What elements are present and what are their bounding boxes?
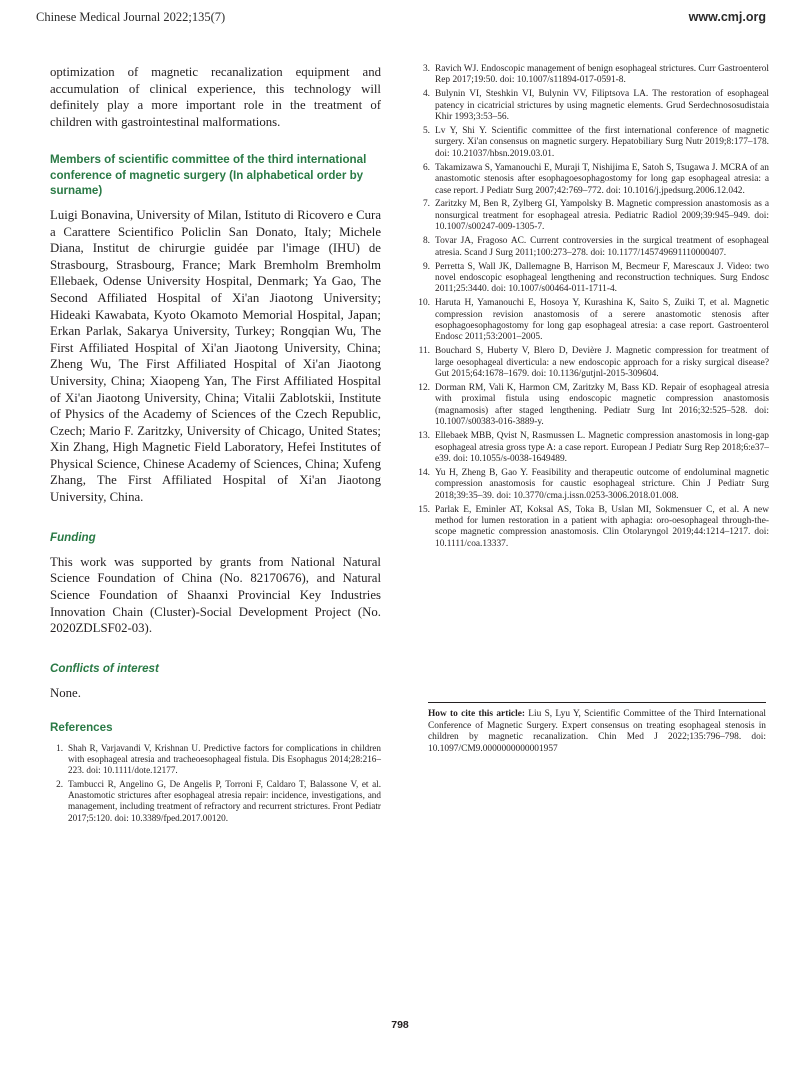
journal-website: www.cmj.org xyxy=(688,10,766,24)
reference-number: 15. xyxy=(418,504,430,515)
reference-number: 11. xyxy=(418,346,430,357)
page-number: 798 xyxy=(391,1019,409,1031)
reference-text: Takamizawa S, Yamanouchi E, Muraji T, Nishijima E, Satoh S, Tsugawa J. MCRA of an anastomotic stenosis after esophagoesophagostomy for long gap esophageal atresia: a case report. J Pediatr Surg 2007;42:769–772. doi: 10.1016/j.jpedsurg.2006.12.042. xyxy=(435,162,769,196)
reference-text: Parlak E, Eminler AT, Koksal AS, Toka B, Uslan MI, Sokmensuer C, et al. A new method for lumen restoration in a patient with aphagia: oro-oesophageal through-the-scope magnetic compression anastomosis. Clin Otolaryngol 2019;44:1214–1217. doi: 10.1111/coa.13337. xyxy=(435,504,769,549)
reference-item xyxy=(411,262,769,296)
members-text: Luigi Bonavina, University of Milan, Istituto di Ricovero e Cura a Carattere Scientifico Policlin San Donato, Italy; Michele Diana, Institut de chirurgie guidée par l'image (IHU) de Strasbourg, Strasbourg, France; Mark Bremholm Bremholm Ellebaek, Odense University Hospital, Denmark; Ya Gao, The Second Affiliated Hospital of Xi'an Jiaotong University; Hideaki Kawabata, Kyoto Okamoto Memorial Hospital, Japan; Erkan Parlak, Sakarya University, Turkey; Rongqian Wu, The First Affiliated Hospital of Xi'an Jiaotong University, China; Zheng Wu, The First Affiliated Hospital of Xi'an Jiaotong University, China; Xiaopeng Yan, The First Affiliated Hospital of Xi'an Jiaotong University, China; Vitalii Zablotskii, Institute of Physics of the Academy of Sciences of the Czech Republic, Czech; Mario F. Zaritzky, University of Chicago, United States; Xin Zhang, High Magnetic Field Laboratory, Hefei Institutes of Physical Science, Chinese Academy of Sciences, China; Xufeng Zhang, The First Affiliated Hospital of Xi'an Jiaotong University, China. xyxy=(50,207,381,505)
reference-text: Zaritzky M, Ben R, Zylberg GI, Yampolsky B. Magnetic compression anastomosis as a nonsurgical treatment for esophageal atresia. Pediatric Radiol 2009;39:945–949. doi: 10.1007/s00247-009-1305-7. xyxy=(435,199,769,233)
reference-item xyxy=(411,298,769,344)
conflicts-heading: Conflicts of interest xyxy=(50,661,159,675)
how-to-cite-label: How to cite this article: xyxy=(428,709,525,719)
reference-number: 8. xyxy=(422,236,430,247)
how-to-cite-text: Liu S, Lyu Y, Scientific Committee of the Third International Conference of Magnetic Surgery. Expert consensus on treating esophageal stenosis in children by magnetic recanalization. Chin Med J 2022;135:796–798. doi: 10.1097/CM9.0000000000001957 xyxy=(428,709,767,754)
reference-item xyxy=(411,505,769,551)
reference-number: 12. xyxy=(418,383,430,394)
reference-item xyxy=(411,126,769,160)
reference-number: 1. xyxy=(56,742,63,753)
references-list-right xyxy=(411,64,769,550)
reference-number: 9. xyxy=(422,261,430,272)
reference-number: 5. xyxy=(422,126,430,137)
left-column xyxy=(50,64,381,826)
reference-number: 6. xyxy=(422,162,430,173)
reference-item xyxy=(50,743,381,777)
reference-number: 13. xyxy=(418,431,430,442)
members-heading: Members of scientific committee of the third international conference of magnetic surgery (In alphabetical order by surname) xyxy=(50,153,367,197)
reference-text: Bouchard S, Huberty V, Blero D, Devière J. Magnetic compression for treatment of large oesophageal diverticula: a new endoscopic approach for a risky surgical disease? Gut 2015;64:1678–1679. doi: 10.1136/gutjnl-2015-309604. xyxy=(435,346,769,380)
reference-item xyxy=(411,64,769,87)
how-to-cite xyxy=(428,709,766,755)
running-header xyxy=(36,10,766,34)
references-heading: References xyxy=(50,720,113,734)
reference-item xyxy=(411,236,769,259)
reference-text: Ellebaek MBB, Qvist N, Rasmussen L. Magnetic compression anastomosis in long-gap esophageal atresia gross type A: a case report. European J Pediatr Surg Rep 2018;6:e37–e39. doi: 10.1055/s-0038-1649489. xyxy=(435,431,769,464)
reference-text: Perretta S, Wall JK, Dallemagne B, Harrison M, Becmeur F, Marescaux J. Video: two novel endoscopic esophageal lengthening and reconstruction techniques. Surg Endosc 2011;25:3440. doi: 10.1007/s00464-011-1711-4. xyxy=(435,261,769,295)
reference-text: Ravich WJ. Endoscopic management of benign esophageal strictures. Curr Gastroenterol Rep 2017;19:50. doi: 10.1007/s11894-017-0591-8. xyxy=(435,64,769,86)
reference-item xyxy=(411,89,769,123)
reference-text: Haruta H, Yamanouchi E, Hosoya Y, Kurashina K, Saito S, Zuiki T, et al. Magnetic compression revision anastomosis of a serere anastomotic stenosis after esophagoesophagostomy for long gap esophageal atresia: a case report. Gastroenterol Endosc 2011;53:2001–2005. xyxy=(435,298,769,343)
reference-text: Dorman RM, Vali K, Harmon CM, Zaritzky M, Bass KD. Repair of esophageal atresia with proximal fistula using endoscopic magnetic compression anastomosis (magnamosis) after staged lengthening. Pediatr Surg Int 2016;32:525–528. doi: 10.1007/s00383-016-3889-y. xyxy=(435,383,769,428)
reference-number: 10. xyxy=(418,298,430,309)
funding-heading: Funding xyxy=(50,530,96,544)
reference-number: 3. xyxy=(422,64,430,74)
reference-item xyxy=(411,346,769,380)
reference-item xyxy=(411,468,769,502)
reference-text: Tovar JA, Fragoso AC. Current controversies in the surgical treatment of esophageal atresia. Scand J Surg 2011;100:273–278. doi: 10.1177/145749691110000407. xyxy=(435,236,769,258)
reference-number: 2. xyxy=(56,778,63,789)
reference-text: Shah R, Varjavandi V, Krishnan U. Predictive factors for complications in children with esophageal atresia and tracheoesophageal fistula. Dis Esophagus 2014;28:216–223. doi: 10.1111/dote.12177. xyxy=(68,742,381,776)
right-column xyxy=(411,64,769,553)
reference-number: 4. xyxy=(422,89,430,100)
references-list-left xyxy=(50,743,381,824)
conflicts-text: None. xyxy=(50,686,81,701)
reference-number: 14. xyxy=(418,467,430,478)
funding-text: This work was supported by grants from National Natural Science Foundation of China (No. 82170676), and Natural Science Foundation of Shaanxi Provincial Key Industries Innovation Chain (Cluster)-Social Development Project (No. 2020ZDLSF02-03). xyxy=(50,554,381,636)
citation-divider xyxy=(428,702,766,703)
reference-text: Bulynin VI, Steshkin VI, Bulynin VV, Filiptsova LA. The restoration of esophageal patency in cicatricial strictures by using magnetic elements. Grud Serdechnososudistaia Khir 1993;3:53–56. xyxy=(435,89,769,123)
reference-item xyxy=(411,431,769,465)
reference-item xyxy=(411,163,769,197)
reference-item xyxy=(411,199,769,233)
reference-item xyxy=(411,383,769,429)
reference-item xyxy=(50,779,381,824)
reference-number: 7. xyxy=(422,199,430,210)
reference-text: Lv Y, Shi Y. Scientific committee of the first international conference of magnetic surgery. Xi'an consensus on magnetic surgery. Hepatobiliary Surg Nutr 2019;8:177–178. doi: 10.21037/hbsn.2019.03.01. xyxy=(435,126,769,159)
intro-paragraph: optimization of magnetic recanalization equipment and accumulation of clinical experience, this technology will definitely play a more important role in the treatment of children with gastrointestinal malformations. xyxy=(50,65,381,129)
reference-text: Yu H, Zheng B, Gao Y. Feasibility and therapeutic outcome of endoluminal magnetic compression anastomosis for caustic esophageal stricture. Chin J Pediatr Surg 2018;39:35–39. doi: 10.3770/cma.j.issn.0253-3006.2018.01.008. xyxy=(435,467,769,501)
journal-citation: Chinese Medical Journal 2022;135(7) xyxy=(36,10,226,24)
reference-text: Tambucci R, Angelino G, De Angelis P, Torroni F, Caldaro T, Balassone V, et al. Anastomotic strictures after esophageal atresia repair: incidence, investigations, and management, including treatment of refractory and recurrent strictures. Front Pediatr 2017;5:120. doi: 10.3389/fped.2017.00120. xyxy=(68,778,381,823)
